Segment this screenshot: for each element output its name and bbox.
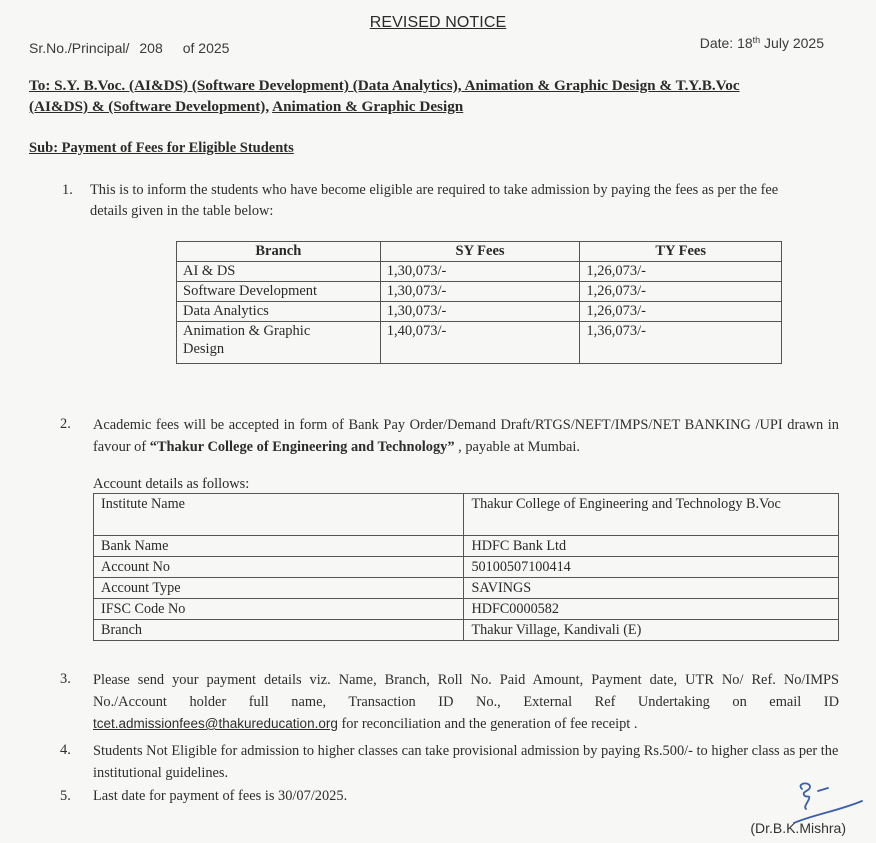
- ty-fee-cell: 1,26,073/-: [580, 262, 782, 282]
- table-row: [177, 322, 782, 364]
- account-field-value: 50100507100414: [464, 557, 839, 578]
- table-header-row: [177, 242, 782, 262]
- item-text: [93, 669, 839, 735]
- fee-table: [176, 241, 782, 364]
- branch-cell: Animation & Graphic Design: [177, 322, 381, 364]
- ty-fee-cell: 1,26,073/-: [580, 302, 782, 322]
- account-field-label: Account Type: [94, 578, 464, 599]
- reference-prefix: Sr.No./Principal/: [29, 40, 130, 56]
- account-field-value: HDFC Bank Ltd: [464, 536, 839, 557]
- item-text-before: Academic fees will be accepted in form of Bank Pay Order/Demand Draft/RTGS/NEFT/IMPS/NET BANKING /UPI drawn in favour of: [93, 417, 839, 455]
- ty-fee-cell: 1,26,073/-: [580, 282, 782, 302]
- account-field-label: Account No: [94, 557, 464, 578]
- header-branch: Branch: [177, 242, 381, 262]
- item-text: [93, 414, 839, 458]
- item-number: 1.: [62, 182, 73, 198]
- item-number: 2.: [60, 416, 71, 432]
- sy-fee-cell: 1,30,073/-: [380, 262, 580, 282]
- item-number: 4.: [60, 742, 71, 758]
- addressee-line-2b: Animation & Graphic Design: [272, 98, 464, 115]
- payee-name: “Thakur College of Engineering and Technology”: [149, 439, 455, 455]
- reference-number: [29, 40, 229, 56]
- date-ordinal: th: [752, 35, 761, 45]
- table-row: [94, 620, 839, 641]
- sy-fee-cell: 1,40,073/-: [380, 322, 580, 364]
- addressee: [29, 75, 849, 117]
- notice-date: [700, 35, 824, 51]
- item-number: 3.: [60, 671, 71, 687]
- sy-fee-cell: 1,30,073/-: [380, 302, 580, 322]
- sy-fee-cell: 1,30,073/-: [380, 282, 580, 302]
- addressee-line-2a: (AI&DS) & (Software Development),: [29, 98, 270, 115]
- reference-serial: 208: [139, 40, 163, 56]
- account-field-label: IFSC Code No: [94, 599, 464, 620]
- branch-cell: AI & DS: [177, 262, 381, 282]
- item-text: Students Not Eligible for admission to higher classes can take provisional admission by paying Rs.500/- to higher class as per the institutional guidelines.: [93, 743, 839, 781]
- table-row: [94, 578, 839, 599]
- header-ty-fees: TY Fees: [580, 242, 782, 262]
- account-field-value: Thakur College of Engineering and Technology B.Voc: [464, 494, 839, 536]
- table-row: [177, 282, 782, 302]
- table-row: [94, 599, 839, 620]
- item-text: Last date for payment of fees is 30/07/2025.: [93, 788, 348, 804]
- table-row: [94, 557, 839, 578]
- account-field-label: Branch: [94, 620, 464, 641]
- header-sy-fees: SY Fees: [380, 242, 580, 262]
- account-details-table: [93, 493, 839, 641]
- signatory-name: (Dr.B.K.Mishra): [750, 820, 846, 836]
- table-row: [177, 302, 782, 322]
- account-field-value: HDFC0000582: [464, 599, 839, 620]
- subject-line: Sub: Payment of Fees for Eligible Students: [29, 140, 294, 156]
- branch-cell: Software Development: [177, 282, 381, 302]
- item-text: This is to inform the students who have become eligible are required to take admission by paying the fees as per the fee details given in the table below:: [90, 182, 779, 219]
- table-row: [177, 262, 782, 282]
- item-text-after: , payable at Mumbai.: [454, 439, 581, 455]
- ty-fee-cell: 1,36,073/-: [580, 322, 782, 364]
- item-text-before: Please send your payment details viz. Name, Branch, Roll No. Paid Amount, Payment date, UTR No/ Ref. No/IMPS No./Account holder full name, Transaction ID No., External Ref Undertaking on email ID: [93, 672, 839, 710]
- branch-cell: Data Analytics: [177, 302, 381, 322]
- date-month-year: July 2025: [760, 35, 824, 51]
- account-field-label: Bank Name: [94, 536, 464, 557]
- table-row: [94, 494, 839, 536]
- account-field-label: Institute Name: [94, 494, 464, 536]
- table-row: [94, 536, 839, 557]
- item-number: 5.: [60, 788, 71, 804]
- signature-icon: [788, 779, 868, 824]
- account-field-value: Thakur Village, Kandivali (E): [464, 620, 839, 641]
- account-field-value: SAVINGS: [464, 578, 839, 599]
- addressee-line-1: To: S.Y. B.Voc. (AI&DS) (Software Development) (Data Analytics), Animation & Graphic Design & T.Y.B.Voc: [29, 77, 740, 94]
- item-text-after: for reconciliation and the generation of fee receipt .: [337, 716, 638, 732]
- reference-year: of 2025: [182, 40, 230, 56]
- account-details-label: Account details as follows:: [93, 476, 250, 492]
- date-label: Date: 18: [699, 35, 753, 51]
- email-link[interactable]: tcet.admissionfees@thakureducation.org: [93, 716, 338, 731]
- notice-title: REVISED NOTICE: [369, 14, 507, 31]
